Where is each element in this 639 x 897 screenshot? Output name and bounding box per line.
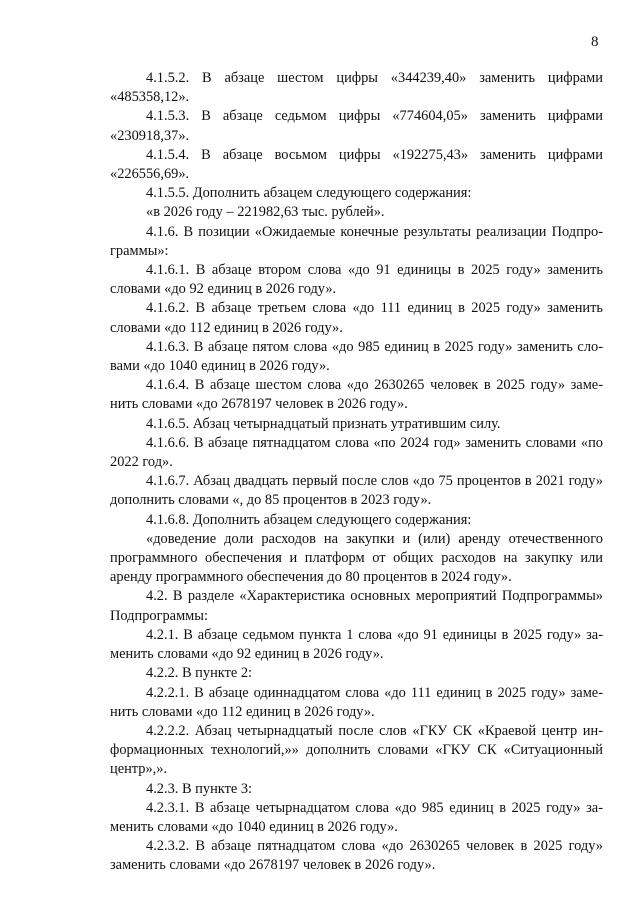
paragraph-4-1-6-5: 4.1.6.5. Абзац четырнадцатый признать утратившим силу.: [146, 415, 501, 432]
document-body: [110, 69, 603, 876]
paragraph-4-2: 4.2. В разделе «Характеристика основных мероприятий Подпрограммы» Подпрограммы:: [110, 588, 603, 624]
paragraph-4-2-2-1: 4.2.2.1. В абзаце одиннадцатом слова «до 111 единиц в 2025 году» заменить словами «до 112 единиц в 2026 году».: [110, 684, 603, 720]
paragraph-4-1-6-4: 4.1.6.4. В абзаце шестом слова «до 2630265 человек в 2025 году» заменить словами «до 2678197 человек в 2026 году».: [110, 377, 603, 413]
paragraph-4-1-5-3: 4.1.5.3. В абзаце седьмом цифры «774604,05» заменить цифрами «230918,37».: [110, 108, 603, 144]
paragraph-4-2-3-2: 4.2.3.2. В абзаце пятнадцатом слова «до 2630265 человек в 2025 году» заменить словами «до 2678197 человек в 2026 году».: [110, 838, 603, 874]
paragraph-4-2-1: 4.2.1. В абзаце седьмом пункта 1 слова «до 91 единицы в 2025 году» заменить словами «до 92 единиц в 2026 году».: [110, 626, 603, 663]
paragraph-4-2-3: 4.2.3. В пункте 3:: [146, 780, 253, 797]
paragraph-quote-2026: «в 2026 году – 221982,63 тыс. рублей».: [146, 204, 385, 221]
paragraph-4-1-5-2: 4.1.5.2. В абзаце шестом цифры «344239,40» заменить цифрами «485358,12».: [110, 70, 603, 106]
paragraph-4-1-6: 4.1.6. В позиции «Ожидаемые конечные результаты реализации Подпрограммы»:: [110, 223, 603, 259]
paragraph-4-1-6-2: 4.1.6.2. В абзаце третьем слова «до 111 единиц в 2025 году» заменить словами «до 112 единиц в 2026 году».: [110, 300, 603, 336]
paragraph-4-1-6-6: 4.1.6.6. В абзаце пятнадцатом слова «по 2024 год» заменить словами «по 2022 год».: [110, 434, 603, 471]
paragraph-quote-software: «доведение доли расходов на закупки и (или) аренду отечественного программного обеспечения и платформ от общих расходов на закупку или аренду программного обеспечения до 80 процентов в 2024 году».: [110, 530, 603, 586]
paragraph-4-1-6-8: 4.1.6.8. Дополнить абзацем следующего содержания:: [146, 511, 472, 528]
paragraph-4-1-6-7: 4.1.6.7. Абзац двадцать первый после слов «до 75 процентов в 2021 году» дополнить словами «, до 85 процентов в 2023 году».: [110, 473, 603, 509]
paragraph-4-2-2-2: 4.2.2.2. Абзац четырнадцатый после слов «ГКУ СК «Краевой центр информационных технологий,»» дополнить словами «ГКУ СК «Ситуационный центр»,».: [110, 722, 603, 778]
paragraph-4-2-3-1: 4.2.3.1. В абзаце четырнадцатом слова «до 985 единиц в 2025 году» заменить словами «до 1040 единиц в 2026 году».: [110, 799, 603, 835]
paragraph-4-1-5-5: 4.1.5.5. Дополнить абзацем следующего содержания:: [146, 185, 472, 202]
paragraph-4-1-6-1: 4.1.6.1. В абзаце втором слова «до 91 единицы в 2025 году» заменить словами «до 92 единиц в 2026 году».: [110, 262, 603, 298]
paragraph-4-1-6-3: 4.1.6.3. В абзаце пятом слова «до 985 единиц в 2025 году» заменить словами «до 1040 единиц в 2026 году».: [110, 338, 603, 375]
page-number: 8: [591, 34, 599, 50]
paragraph-4-2-2: 4.2.2. В пункте 2:: [146, 665, 253, 682]
paragraph-4-1-5-4: 4.1.5.4. В абзаце восьмом цифры «192275,43» заменить цифрами «226556,69».: [110, 146, 603, 183]
